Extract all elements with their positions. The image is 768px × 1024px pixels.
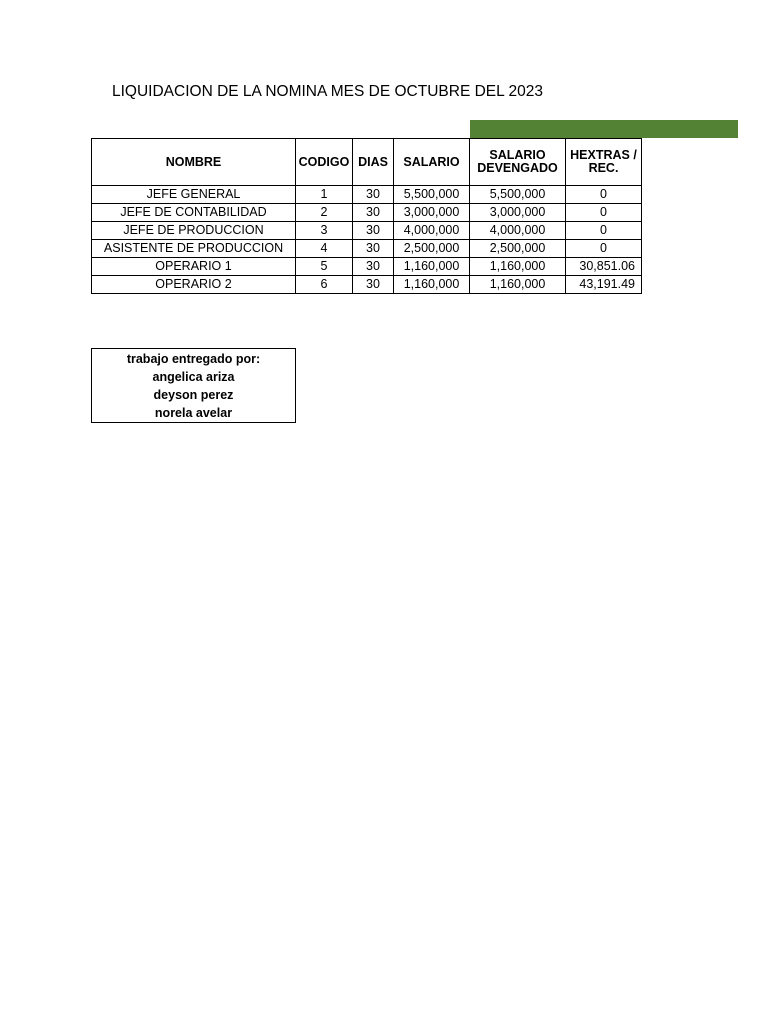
cell-dias: 30: [353, 222, 394, 240]
cell-hextras: 0: [566, 204, 642, 222]
table-row: [92, 258, 642, 276]
header-salario: SALARIO: [394, 139, 470, 186]
cell-hextras: 30,851.06: [566, 258, 642, 276]
cell-nombre: JEFE DE PRODUCCION: [92, 222, 296, 240]
table-row: [92, 186, 642, 204]
cell-salario: 1,160,000: [394, 258, 470, 276]
header-salario-devengado-line2: DEVENGADO: [477, 161, 558, 175]
cell-codigo: 4: [296, 240, 353, 258]
header-dias: DIAS: [353, 139, 394, 186]
cell-salario: 3,000,000: [394, 204, 470, 222]
cell-dias: 30: [353, 204, 394, 222]
credits-name: angelica ariza: [152, 369, 235, 384]
cell-hextras: 0: [566, 240, 642, 258]
cell-codigo: 5: [296, 258, 353, 276]
cell-dias: 30: [353, 276, 394, 294]
cell-codigo: 2: [296, 204, 353, 222]
header-color-bar: [470, 120, 738, 138]
cell-salario: 4,000,000: [394, 222, 470, 240]
credits-name: norela avelar: [154, 405, 233, 420]
cell-nombre: OPERARIO 2: [92, 276, 296, 294]
cell-hextras: 0: [566, 222, 642, 240]
cell-hextras: 0: [566, 186, 642, 204]
header-codigo: CODIGO: [296, 139, 353, 186]
credits-name: deyson perez: [153, 387, 234, 402]
credits-heading: trabajo entregado por:: [126, 351, 261, 366]
cell-devengado: 5,500,000: [470, 186, 566, 204]
cell-nombre: ASISTENTE DE PRODUCCION: [92, 240, 296, 258]
cell-devengado: 1,160,000: [470, 258, 566, 276]
cell-salario: 2,500,000: [394, 240, 470, 258]
header-salario-devengado-line1: SALARIO: [489, 148, 546, 162]
payroll-table: [91, 138, 642, 294]
table-row: [92, 276, 642, 294]
cell-dias: 30: [353, 186, 394, 204]
cell-nombre: JEFE DE CONTABILIDAD: [92, 204, 296, 222]
cell-hextras: 43,191.49: [566, 276, 642, 294]
header-hextras: [566, 139, 642, 186]
cell-dias: 30: [353, 240, 394, 258]
cell-dias: 30: [353, 258, 394, 276]
header-hextras-line1: HEXTRAS /: [570, 148, 637, 162]
cell-devengado: 1,160,000: [470, 276, 566, 294]
cell-devengado: 2,500,000: [470, 240, 566, 258]
cell-codigo: 6: [296, 276, 353, 294]
cell-devengado: 3,000,000: [470, 204, 566, 222]
cell-nombre: JEFE GENERAL: [92, 186, 296, 204]
page-title: LIQUIDACION DE LA NOMINA MES DE OCTUBRE DEL 2023: [112, 83, 543, 100]
header-hextras-line2: REC.: [588, 161, 619, 175]
header-nombre: NOMBRE: [92, 139, 296, 186]
cell-salario: 1,160,000: [394, 276, 470, 294]
table-header-row: [92, 139, 642, 186]
table-row: [92, 240, 642, 258]
header-salario-devengado: [470, 139, 566, 186]
cell-salario: 5,500,000: [394, 186, 470, 204]
cell-devengado: 4,000,000: [470, 222, 566, 240]
table-row: [92, 204, 642, 222]
credits-box: [91, 348, 296, 423]
cell-nombre: OPERARIO 1: [92, 258, 296, 276]
cell-codigo: 1: [296, 186, 353, 204]
table-row: [92, 222, 642, 240]
cell-codigo: 3: [296, 222, 353, 240]
